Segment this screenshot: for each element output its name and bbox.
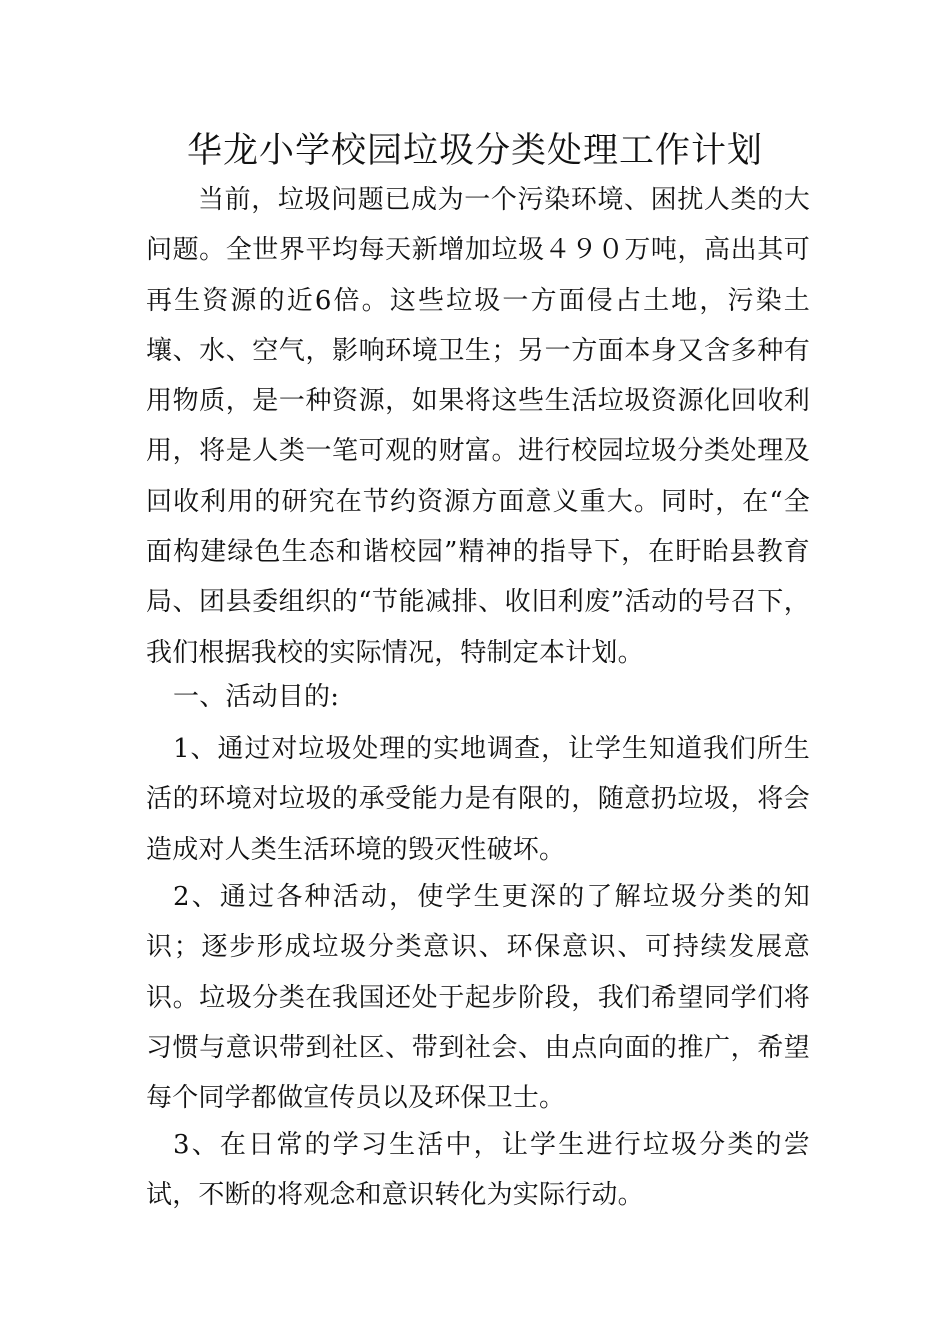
intro-paragraph: 当前，垃圾问题已成为一个污染环境、困扰人类的大问题。全世界平均每天新增加垃圾４９０万吨，高出其可再生资源的近6倍。这些垃圾一方面侵占土地，污染土壤、水、空气，影响环境卫生；另一方面本身又含多种有用物质，是一种资源，如果将这些生活垃圾资源化回收利用，将是人类一笔可观的财富。进行校园垃圾分类处理及回收利用的研究在节约资源方面意义重大。同时，在“全面构建绿色生态和谐校园”精神的指导下，在盱眙县教育局、团县委组织的“节能减排、收旧利废”活动的号召下，我们根据我校的实际情况，特制定本计划。 [146, 185, 810, 668]
document-title: 华龙小学校园垃圾分类处理工作计划 [186, 131, 763, 171]
goal-item-3: 3、在日常的学习生活中，让学生进行垃圾分类的尝试，不断的将观念和意识转化为实际行动。 [146, 1130, 810, 1211]
section-heading-activity-goals: 一、活动目的: [173, 682, 340, 712]
goal-item-2: 2、通过各种活动，使学生更深的了解垃圾分类的知识；逐步形成垃圾分类意识、环保意识、可持续发展意识。垃圾分类在我国还处于起步阶段，我们希望同学们将习惯与意识带到社区、带到社会、由点向面的推广，希望每个同学都做宣传员以及环保卫士。 [146, 882, 810, 1114]
goal-item-1: 1、通过对垃圾处理的实地调查，让学生知道我们所生活的环境对垃圾的承受能力是有限的，随意扔垃圾，将会造成对人类生活环境的毁灭性破坏。 [146, 734, 810, 865]
